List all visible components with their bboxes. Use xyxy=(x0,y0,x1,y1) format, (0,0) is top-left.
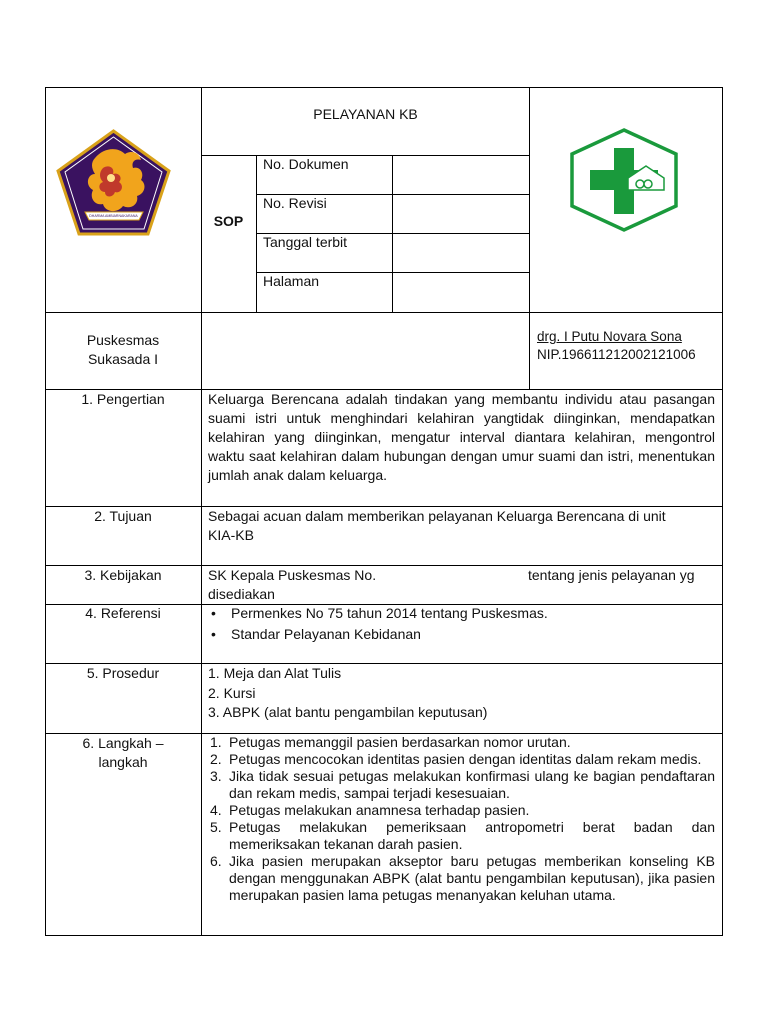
list-item: • Permenkes No 75 tahun 2014 tentang Puskesmas. xyxy=(209,603,709,624)
list-item xyxy=(210,734,715,751)
list-item xyxy=(210,768,715,802)
step-number: 3. xyxy=(210,768,222,784)
step-number: 2. xyxy=(210,751,222,767)
emblem-motto: DHARMA AMBIARNAKARANA xyxy=(89,214,138,218)
doc-field-label: No. Dokumen xyxy=(263,156,349,172)
list-item xyxy=(210,853,715,904)
section-text-tujuan: Sebagai acuan dalam memberikan pelayanan Keluarga Berencana di unit xyxy=(208,508,666,524)
section-label-kebijakan: 3. Kebijakan xyxy=(84,567,162,583)
referensi-list xyxy=(209,603,709,645)
header-title-bottom xyxy=(201,155,530,156)
step-text: Jika tidak sesuai petugas melakukan konfirmasi ulang ke bagian pendaftaran dan rekam medis, sampai terjadi kesesuaian. xyxy=(229,768,715,801)
table-border-bottom xyxy=(45,935,723,936)
section-text-kebijakan: tentang jenis pelayanan yg xyxy=(528,567,695,583)
list-item: 2. Kursi xyxy=(208,685,256,701)
section-label-prosedur: 5. Prosedur xyxy=(86,665,160,681)
section-label-langkah: langkah xyxy=(98,754,148,770)
list-item xyxy=(210,751,715,768)
right-logo xyxy=(568,128,680,232)
section-label-langkah: 6. Langkah – xyxy=(82,735,164,751)
step-number: 4. xyxy=(210,802,222,818)
doc-field-value-divider xyxy=(392,155,393,313)
table-border-right xyxy=(722,87,723,936)
signatory-name: drg. I Putu Novara Sona xyxy=(537,329,682,344)
bali-province-emblem-icon xyxy=(55,128,172,238)
section-label-tujuan: 2. Tujuan xyxy=(94,508,152,524)
sop-label-divider xyxy=(256,155,257,313)
table-border-top xyxy=(45,87,723,88)
list-item xyxy=(210,819,715,853)
step-text: Jika pasien merupakan akseptor baru petugas memberikan konseling KB dengan menggunakan ABPK (alat bantu pengambilan keputusan), jika pasien merupakan pasien lama petugas menanyakan keluhan utama. xyxy=(229,853,715,903)
step-text: Petugas melakukan anamnesa terhadap pasien. xyxy=(229,802,530,818)
step-number: 5. xyxy=(210,819,222,835)
list-item: 3. ABPK (alat bantu pengambilan keputusan) xyxy=(208,704,488,720)
row-separator xyxy=(45,312,723,313)
document-title: PELAYANAN KB xyxy=(313,106,418,122)
institution-name: Puskesmas xyxy=(86,332,160,348)
doc-field-label: No. Revisi xyxy=(263,195,327,211)
doc-field-label: Halaman xyxy=(263,273,320,289)
list-item: 1. Meja dan Alat Tulis xyxy=(208,665,342,681)
step-text: Petugas mencocokan identitas pasien dengan identitas dalam rekam medis. xyxy=(229,751,702,767)
section-label-pengertian: 1. Pengertian xyxy=(81,391,165,407)
puskesmas-green-cross-icon xyxy=(568,128,680,232)
institution-name: Sukasada I xyxy=(87,351,159,367)
step-text: Petugas melakukan pemeriksaan antropometri berat badan dan memeriksakan tekanan darah pasien. xyxy=(229,819,715,852)
sop-label: SOP xyxy=(213,213,244,229)
section-text-kebijakan: disediakan xyxy=(208,586,275,602)
langkah-steps xyxy=(210,734,715,904)
section-text-pengertian: Keluarga Berencana adalah tindakan yang membantu individu atau pasangan suami istri untuk menghindari kelahiran yangtidak diinginkan, mendapatkan kelahiran yang diinginkan, mengatur interval diantara kelahiran, mengontrol waktu saat kelahiran dalam hubungan dengan umur suami dan istri, menentukan jumlah anak dalam keluarga. xyxy=(208,391,715,483)
signatory-nip: NIP.196611212002121006 xyxy=(537,347,696,362)
list-item xyxy=(210,802,715,819)
list-item: • Standar Pelayanan Kebidanan xyxy=(209,624,709,645)
step-number: 6. xyxy=(210,853,222,869)
header-logo-divider xyxy=(529,87,530,390)
step-number: 1. xyxy=(210,734,222,750)
section-text-kebijakan: SK Kepala Puskesmas No. xyxy=(208,567,377,583)
doc-field-label: Tanggal terbit xyxy=(263,234,348,250)
section-label-referensi: 4. Referensi xyxy=(85,605,161,621)
left-logo xyxy=(55,128,172,238)
section-text-tujuan: KIA-KB xyxy=(208,527,254,543)
step-text: Petugas memanggil pasien berdasarkan nomor urutan. xyxy=(229,734,571,750)
